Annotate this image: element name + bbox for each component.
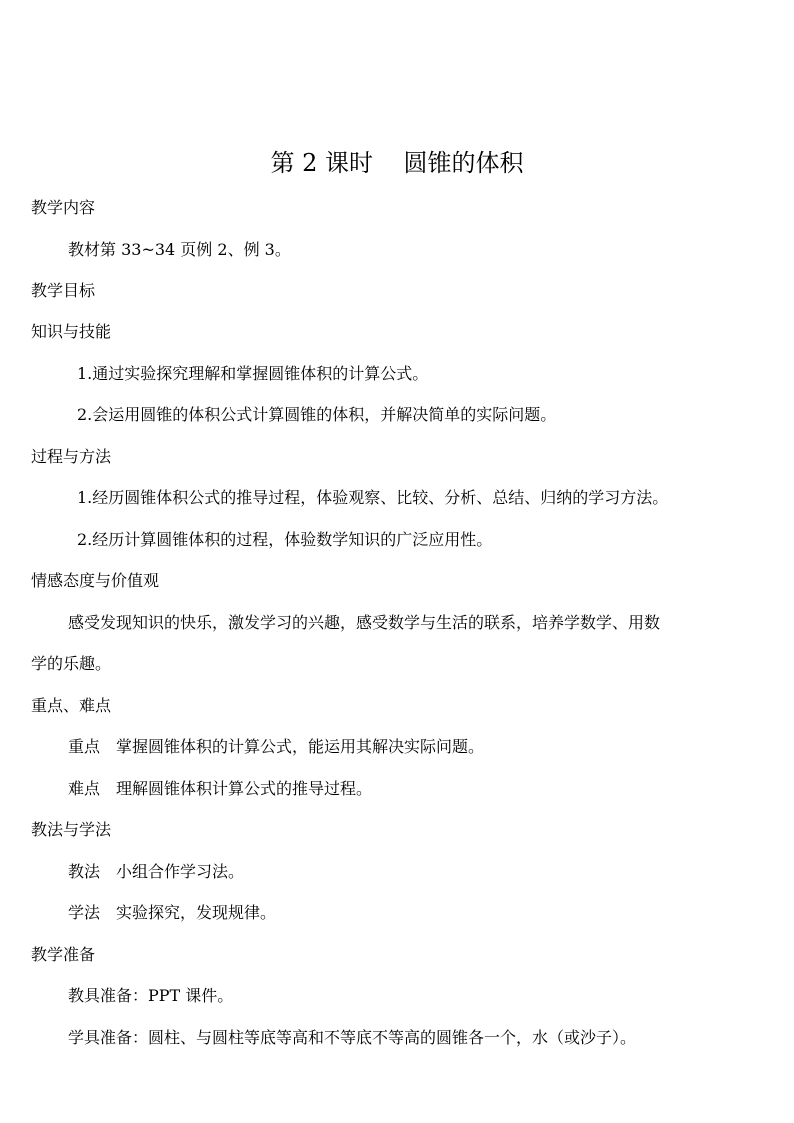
- key-point-text: 掌握圆锥体积的计算公式，能运用其解决实际问题。: [116, 737, 485, 756]
- content-text: 教材第 33~34 页例 2、例 3。: [68, 240, 291, 259]
- emotion-text-line-2: 学的乐趣。: [31, 654, 112, 673]
- process-item-2: 2.经历计算圆锥体积的过程，体验数学知识的广泛应用性。: [77, 530, 493, 549]
- heading-process: 过程与方法: [31, 447, 112, 466]
- key-point-row: [68, 735, 484, 759]
- emotion-text-line-1: 感受发现知识的快乐，激发学习的兴趣，感受数学与生活的联系，培养学数学、用数: [68, 613, 661, 632]
- page-title: 第 2 课时 圆锥的体积: [270, 149, 524, 177]
- key-point-label: 重点: [68, 737, 101, 756]
- teach-method-text: 小组合作学习法。: [116, 862, 245, 881]
- process-item-1: 1.经历圆锥体积公式的推导过程，体验观察、比较、分析、总结、归纳的学习方法。: [77, 488, 669, 507]
- learn-method-text: 实验探究，发现规律。: [116, 903, 277, 922]
- heading-methods: 教法与学法: [31, 820, 112, 839]
- heading-content: 教学内容: [31, 198, 96, 217]
- difficult-point-row: [68, 777, 372, 801]
- learn-method-row: [68, 901, 276, 925]
- teacher-preparation: 教具准备：PPT 课件。: [68, 986, 234, 1005]
- learn-method-label: 学法: [68, 903, 101, 922]
- student-preparation: 学具准备：圆柱、与圆柱等底等高和不等底不等高的圆锥各一个，水（或沙子）。: [68, 1028, 637, 1047]
- knowledge-item-2: 2.会运用圆锥的体积公式计算圆锥的体积，并解决简单的实际问题。: [77, 405, 557, 424]
- knowledge-item-1: 1.通过实验探究理解和掌握圆锥体积的计算公式。: [77, 364, 429, 383]
- heading-emotion: 情感态度与价值观: [31, 571, 160, 590]
- teach-method-row: [68, 860, 244, 884]
- heading-preparation: 教学准备: [31, 945, 96, 964]
- difficult-point-text: 理解圆锥体积计算公式的推导过程。: [116, 779, 373, 798]
- heading-knowledge: 知识与技能: [31, 322, 112, 341]
- heading-goals: 教学目标: [31, 281, 96, 300]
- heading-key-points: 重点、难点: [31, 696, 112, 715]
- difficult-point-label: 难点: [68, 779, 101, 798]
- teach-method-label: 教法: [68, 862, 101, 881]
